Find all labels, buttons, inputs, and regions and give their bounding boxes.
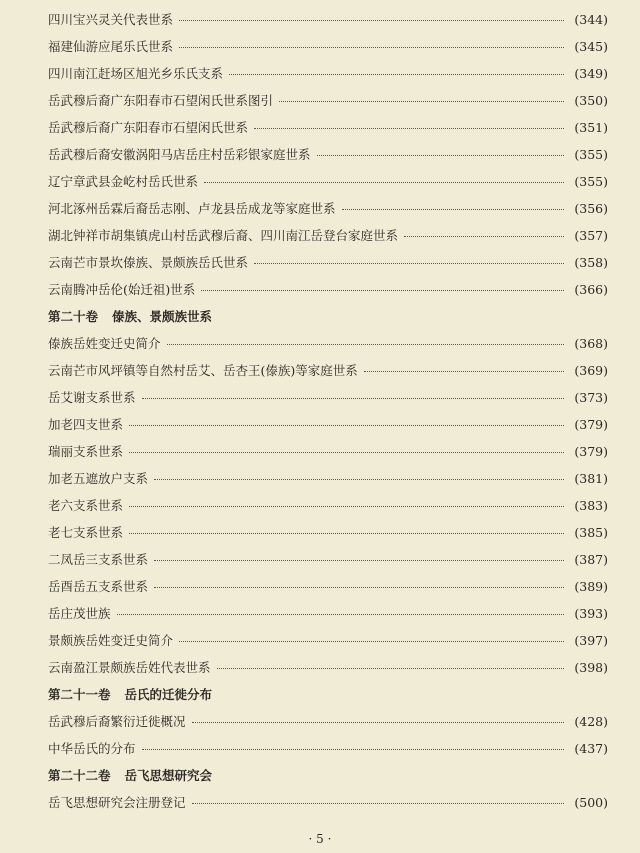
- dot-leader: [201, 290, 564, 291]
- toc-entry-page: (350): [574, 93, 608, 108]
- dot-leader: [192, 803, 564, 804]
- toc-entry[interactable]: [48, 199, 608, 226]
- dot-leader: [142, 398, 564, 399]
- toc-entry-title: 岳武穆后裔繁衍迁徙概况: [48, 714, 186, 729]
- dot-leader: [154, 587, 564, 588]
- toc-entry-title: 岳艾谢支系世系: [48, 390, 136, 405]
- toc-entry[interactable]: [48, 37, 608, 64]
- toc-entry-title: 岳酉岳五支系世系: [48, 579, 149, 594]
- toc-entry-title: 福建仙游应尾乐氏世系: [48, 39, 174, 54]
- toc-entry-title: 傣族岳姓变迁史简介: [48, 336, 161, 351]
- dot-leader: [254, 128, 564, 129]
- section-title: 岳氏的迁徙分布: [124, 687, 213, 702]
- dot-leader: [404, 236, 564, 237]
- toc-entry-page: (357): [574, 228, 608, 243]
- toc-entry-title: 景颇族岳姓变迁史简介: [48, 633, 174, 648]
- toc-entry[interactable]: [48, 172, 608, 199]
- toc-entry-title: 瑞丽支系世系: [48, 444, 124, 459]
- dot-leader: [129, 425, 564, 426]
- toc-entry[interactable]: [48, 91, 608, 118]
- toc-entry-title: 河北涿州岳霖后裔岳志刚、卢龙县岳成龙等家庭世系: [48, 201, 336, 216]
- toc-entry[interactable]: [48, 793, 608, 820]
- dot-leader: [129, 452, 564, 453]
- toc-entry[interactable]: [48, 10, 608, 37]
- dot-leader: [192, 722, 564, 723]
- dot-leader: [142, 749, 564, 750]
- toc-entry-page: (345): [574, 39, 608, 54]
- toc-entry-page: (366): [574, 282, 608, 297]
- toc-entry-page: (344): [574, 12, 608, 27]
- dot-leader: [129, 533, 564, 534]
- toc-entry-title: 云南腾冲岳伦(始迁祖)世系: [48, 282, 196, 297]
- toc-entry-title: 云南盈江景颇族岳姓代表世系: [48, 660, 211, 675]
- dot-leader: [204, 182, 564, 183]
- dot-leader: [179, 641, 564, 642]
- toc-entry-title: 岳武穆后裔广东阳春市石望闲氏世系: [48, 120, 249, 135]
- dot-leader: [217, 668, 564, 669]
- toc-entry[interactable]: [48, 334, 608, 361]
- toc-entry-title: 湖北钟祥市胡集镇虎山村岳武穆后裔、四川南江岳登台家庭世系: [48, 228, 399, 243]
- toc-entry-page: (358): [574, 255, 608, 270]
- toc-entry-page: (381): [574, 471, 608, 486]
- toc-entry-title: 岳武穆后裔安徽涡阳马店岳庄村岳彩银家庭世系: [48, 147, 311, 162]
- toc-entry[interactable]: [48, 631, 608, 658]
- dot-leader: [179, 47, 564, 48]
- toc-entry-page: (437): [574, 741, 608, 756]
- page-number: · 5 ·: [308, 832, 332, 846]
- toc-entry-page: (373): [574, 390, 608, 405]
- toc-entry-page: (393): [574, 606, 608, 621]
- toc-entry-title: 云南芒市景坎傣族、景颇族岳氏世系: [48, 255, 249, 270]
- toc-entry[interactable]: [48, 523, 608, 550]
- toc-entry-page: (397): [574, 633, 608, 648]
- toc-entry-page: (383): [574, 498, 608, 513]
- dot-leader: [229, 74, 564, 75]
- toc-entry-page: (387): [574, 552, 608, 567]
- toc-entry[interactable]: [48, 253, 608, 280]
- toc-entry-title: 加老四支世系: [48, 417, 124, 432]
- toc-section-heading: [48, 685, 608, 712]
- toc-entry-title: 岳庄茂世族: [48, 606, 111, 621]
- toc-entry-title: 老六支系世系: [48, 498, 124, 513]
- section-number: 第二十一卷: [48, 687, 111, 702]
- toc-entry-title: 中华岳氏的分布: [48, 741, 136, 756]
- toc-entry-title: 岳飞思想研究会注册登记: [48, 795, 186, 810]
- toc-entry-title: 加老五遮放户支系: [48, 471, 149, 486]
- toc-entry[interactable]: [48, 550, 608, 577]
- dot-leader: [179, 20, 564, 21]
- toc-entry[interactable]: [48, 604, 608, 631]
- toc-entry[interactable]: [48, 469, 608, 496]
- toc-entry-title: 四川南江赶场区旭光乡乐氏支系: [48, 66, 224, 81]
- toc-entry-title: 岳武穆后裔广东阳春市石望闲氏世系图引: [48, 93, 274, 108]
- toc-section-heading: [48, 766, 608, 793]
- toc-entry-page: (379): [574, 444, 608, 459]
- toc-entry[interactable]: [48, 361, 608, 388]
- toc-entry-page: (355): [574, 174, 608, 189]
- toc-entry[interactable]: [48, 280, 608, 307]
- section-title: 傣族、景颇族世系: [112, 309, 213, 324]
- toc-entry-page: (500): [574, 795, 608, 810]
- toc-entry-title: 四川宝兴灵关代表世系: [48, 12, 174, 27]
- toc-entry[interactable]: [48, 712, 608, 739]
- dot-leader: [154, 560, 564, 561]
- toc-entry-page: (428): [574, 714, 608, 729]
- toc-entry-page: (398): [574, 660, 608, 675]
- dot-leader: [117, 614, 564, 615]
- toc-entry[interactable]: [48, 415, 608, 442]
- toc-entry[interactable]: [48, 145, 608, 172]
- toc-entry-title: 老七支系世系: [48, 525, 124, 540]
- toc-entry[interactable]: [48, 658, 608, 685]
- toc-entry-page: (385): [574, 525, 608, 540]
- toc-entry[interactable]: [48, 496, 608, 523]
- table-of-contents: [48, 10, 608, 820]
- toc-entry[interactable]: [48, 388, 608, 415]
- dot-leader: [364, 371, 564, 372]
- toc-entry-page: (356): [574, 201, 608, 216]
- toc-entry-page: (355): [574, 147, 608, 162]
- toc-entry-page: (379): [574, 417, 608, 432]
- toc-entry[interactable]: [48, 577, 608, 604]
- dot-leader: [167, 344, 564, 345]
- dot-leader: [254, 263, 564, 264]
- toc-entry[interactable]: [48, 739, 608, 766]
- toc-section-heading: [48, 307, 608, 334]
- toc-entry-title: 二凤岳三支系世系: [48, 552, 149, 567]
- toc-entry-page: (369): [574, 363, 608, 378]
- toc-entry[interactable]: [48, 226, 608, 253]
- section-number: 第二十二卷: [48, 768, 111, 783]
- toc-entry[interactable]: [48, 442, 608, 469]
- dot-leader: [279, 101, 564, 102]
- dot-leader: [317, 155, 564, 156]
- section-number: 第二十卷: [48, 309, 99, 324]
- dot-leader: [154, 479, 564, 480]
- dot-leader: [342, 209, 564, 210]
- toc-entry-title: 云南芒市风坪镇等自然村岳艾、岳杏王(傣族)等家庭世系: [48, 363, 358, 378]
- dot-leader: [129, 506, 564, 507]
- toc-entry[interactable]: [48, 64, 608, 91]
- toc-entry-page: (368): [574, 336, 608, 351]
- toc-entry-title: 辽宁章武县金屹村岳氏世系: [48, 174, 199, 189]
- toc-entry[interactable]: [48, 118, 608, 145]
- section-title: 岳飞思想研究会: [124, 768, 213, 783]
- toc-entry-page: (349): [574, 66, 608, 81]
- toc-entry-page: (389): [574, 579, 608, 594]
- toc-entry-page: (351): [574, 120, 608, 135]
